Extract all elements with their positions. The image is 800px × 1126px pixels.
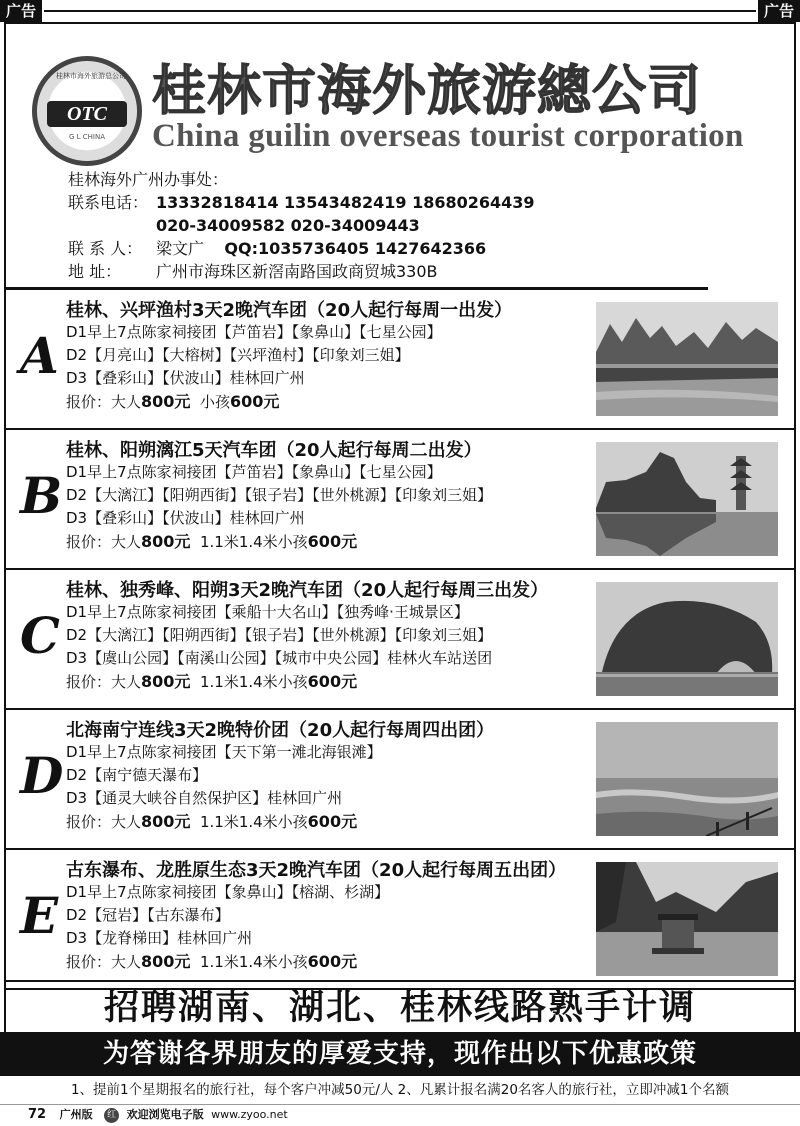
phone-numbers-1: 13332818414 13543482419 18680264439 [156,193,535,212]
beach-sea-photo [596,722,778,836]
tour-price [66,670,492,694]
publication-badge-icon: 红 [104,1108,119,1123]
tour-title: 桂林、独秀峰、阳朔3天2晚汽车团（20人起行每周三出发） [66,580,549,601]
phone-numbers-2: 020-34009582 020-34009443 [156,216,420,235]
price-label: 报价：大人 [66,673,142,691]
company-name-cn: 桂林市海外旅游總公司 [152,59,702,122]
day3: D3【叠彩山】【伏波山】桂林回广州 [66,509,305,527]
person-label: 联 系 人： [68,239,143,258]
contact-block [68,168,535,283]
tour-price [66,390,442,414]
company-name-en: China guilin overseas tourist corporation [152,118,744,154]
promo-headline: 为答谢各界朋友的厚爱支持，现作出以下优惠政策 [0,1032,800,1076]
bamboo-raft-photo [596,862,778,976]
page-number: 72 [28,1107,47,1122]
adult-price: 800元 [141,812,191,831]
phone-row-2 [68,214,535,237]
ad-label-left: 广告 [0,0,42,22]
tour-itinerary [66,461,492,554]
day1: D1早上7点陈家祠接团【芦笛岩】【象鼻山】【七星公园】 [66,463,442,481]
tour-letter: A [20,326,59,385]
elephant-hill-photo [596,582,778,696]
footer-url[interactable]: www.zyoo.net [211,1108,288,1121]
child-price: 600元 [307,812,358,831]
promo-detail: 1、提前1个星期报名的旅行社，每个客户冲减50元/人 2、凡累计报名满20名客人的旅行社，立即冲减1个名额 [70,1082,730,1098]
child-price: 600元 [307,952,358,971]
ad-label-right: 广告 [758,0,800,22]
footer-tagline: 欢迎浏览电子版 [126,1108,204,1121]
adult-price: 800元 [141,532,191,551]
pagoda-lake-photo [596,442,778,556]
tour-itinerary [66,881,389,974]
tour-title: 桂林、阳朔漓江5天汽车团（20人起行每周二出发） [66,440,482,461]
child-price: 600元 [307,672,358,691]
footer-rule [0,1104,800,1105]
tour-letter: B [20,466,63,525]
tour-price [66,530,492,554]
logo-mark: OTC [47,101,127,127]
tour-price [66,810,382,834]
tour-letter: C [20,606,60,665]
price-label: 报价：大人 [66,813,142,831]
day3: D3【通灵大峡谷自然保护区】桂林回广州 [66,789,343,807]
tour-title: 桂林、兴坪渔村3天2晚汽车团（20人起行每周一出发） [66,300,513,321]
person-row [68,237,535,260]
child-label: 1.1米1.4米小孩 [190,673,308,691]
day3: D3【虞山公园】【南溪山公园】【城市中央公园】桂林火车站送团 [66,649,493,667]
tour-d [4,710,796,850]
adult-price: 800元 [141,392,191,411]
address-label: 地 址： [68,262,122,281]
price-label: 报价：大人 [66,533,142,551]
tour-price [66,950,389,974]
tour-letter: E [20,886,59,945]
edition-label: 广州版 [59,1108,93,1121]
day3: D3【叠彩山】【伏波山】桂林回广州 [66,369,305,387]
address-row [68,260,535,283]
day1: D1早上7点陈家祠接团【乘船十大名山】【独秀峰·王城景区】 [66,603,469,621]
price-label: 报价：大人 [66,953,142,971]
logo-ring-text: 桂林市海外旅游总公司 [56,72,126,80]
tour-itinerary [66,601,492,694]
child-label: 小孩 [190,393,230,411]
tour-e [4,850,796,990]
day1: D1早上7点陈家祠接团【象鼻山】【榕湖、杉湖】 [66,883,390,901]
day2: D2【大漓江】【阳朔西街】【银子岩】【世外桃源】【印象刘三姐】 [66,626,493,644]
recruitment-banner: 招聘湖南、湖北、桂林线路熟手计调 [4,980,796,1032]
address-text: 广州市海珠区新滘南路国政商贸城330B [156,262,438,281]
page-footer [28,1106,288,1124]
top-rule [44,10,756,12]
day3: D3【龙脊梯田】桂林回广州 [66,929,253,947]
day2: D2【南宁德天瀑布】 [66,766,208,784]
day2: D2【月亮山】【大榕树】【兴坪渔村】【印象刘三姐】 [66,346,410,364]
child-price: 600元 [307,532,358,551]
child-label: 1.1米1.4米小孩 [190,533,308,551]
company-logo [32,56,142,166]
tour-a [4,290,796,430]
tour-itinerary [66,741,382,834]
adult-price: 800元 [141,672,191,691]
child-label: 1.1米1.4米小孩 [190,953,308,971]
phone-row [68,191,535,214]
logo-small-text: G L CHINA [68,133,105,141]
tour-title: 古东瀑布、龙胜原生态3天2晚汽车团（20人起行每周五出团） [66,860,567,881]
karst-river-photo [596,302,778,416]
qq-numbers: QQ:1035736405 1427642366 [224,239,487,258]
price-label: 报价：大人 [66,393,142,411]
tour-title: 北海南宁连线3天2晚特价团（20人起行每周四出团） [66,720,495,741]
child-price: 600元 [229,392,280,411]
office-name: 桂林海外广州办事处： [68,170,229,189]
tour-b [4,430,796,570]
contact-person: 梁文广 [156,239,205,258]
phone-label: 联系电话： [68,193,149,212]
day1: D1早上7点陈家祠接团【天下第一滩北海银滩】 [66,743,382,761]
tour-c [4,570,796,710]
tour-itinerary [66,321,442,414]
day1: D1早上7点陈家祠接团【芦笛岩】【象鼻山】【七星公园】 [66,323,442,341]
day2: D2【大漓江】【阳朔西街】【银子岩】【世外桃源】【印象刘三姐】 [66,486,493,504]
tour-letter: D [20,746,64,805]
adult-price: 800元 [141,952,191,971]
day2: D2【冠岩】【古东瀑布】 [66,906,230,924]
child-label: 1.1米1.4米小孩 [190,813,308,831]
